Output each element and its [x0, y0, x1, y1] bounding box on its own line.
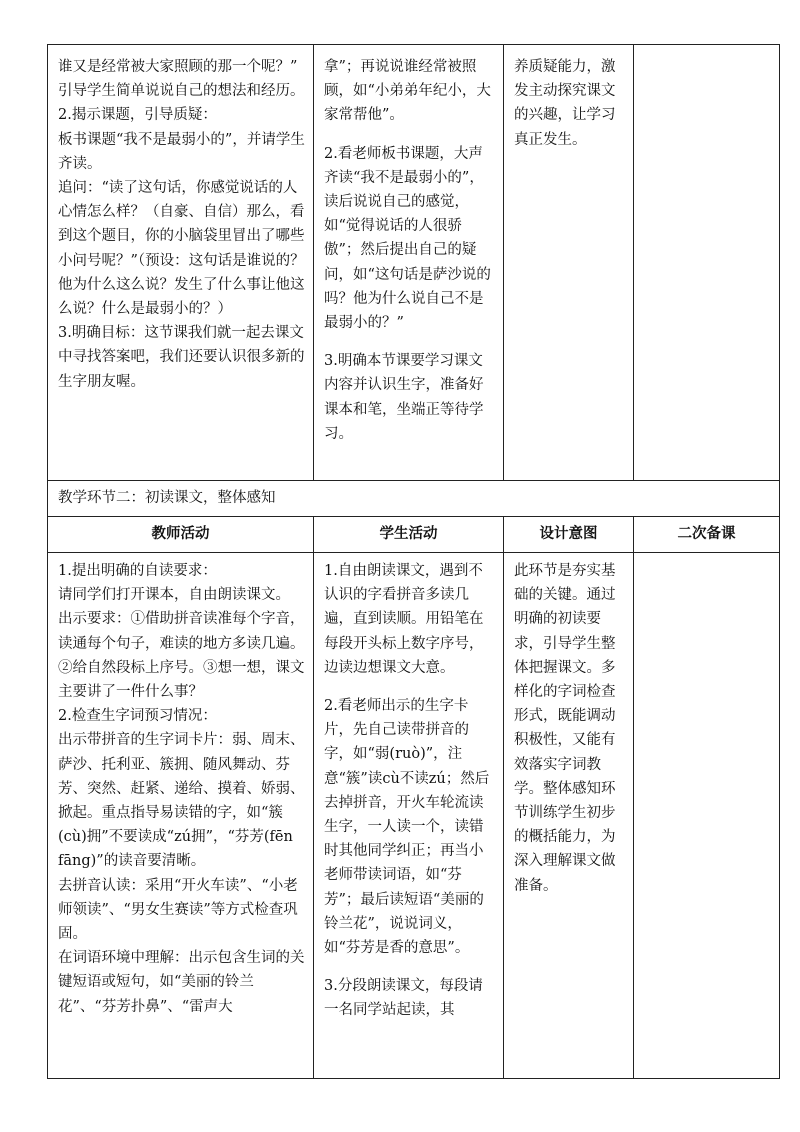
second-prep-cell	[634, 553, 780, 1079]
teacher-text: 2.检查生字词预习情况：	[58, 708, 217, 725]
header-design-intent: 设计意图	[504, 517, 634, 553]
header-student-activity: 学生活动	[314, 517, 504, 553]
activity-row	[48, 553, 780, 1079]
intent-text: 此环节是夯实基础的关键。通过明确的初读要求，引导学生整体把握课文。多样化的字词检查形式，既能调动积极性，又能有效落实字词教学。整体感知环节训练学生初步的概括能力，为深入理解课文做准备。	[514, 563, 616, 894]
header-second-prep: 二次备课	[634, 517, 780, 553]
student-text: 3.分段朗读课文，每段请一名同学站起读，其	[324, 978, 483, 1019]
student-text: 1.自由朗读课文，遇到不认识的字看拼音多读几遍，直到读顺。用铅笔在每段开头标上数字序号，边读边想课文大意。	[324, 563, 484, 676]
teacher-text: 请同学们打开课本，自由朗读课文。	[58, 587, 290, 604]
teacher-text: 出示带拼音的生字词卡片：弱、周末、萨沙、托利亚、簇拥、随风舞动、芬芳、突然、赶紧、递给、摸着、娇弱、掀起。重点指导易读错的字，如“簇(cù)拥”不要读成“zú拥”，“芬芳(fēn fāng)”的读音要清晰。	[58, 732, 305, 870]
teacher-text: 引导学生简单说说自己的想法和经历。	[58, 83, 305, 100]
header-row	[48, 517, 780, 553]
teacher-text: 板书课题“我不是最弱小的”，并请学生齐读。	[58, 131, 305, 172]
teacher-activity-cell	[48, 45, 314, 481]
section-row	[48, 481, 780, 517]
teacher-text: 3.明确目标：这节课我们就一起去课文中寻找答案吧，我们还要认识很多新的生字朋友喔。	[58, 325, 305, 390]
teacher-text: 出示要求：①借助拼音读准每个字音，读通每个句子，难读的地方多读几遍。②给自然段标上序号。③想一想，课文主要讲了一件什么事？	[58, 611, 305, 701]
teacher-activity-cell	[48, 553, 314, 1079]
second-prep-cell	[634, 45, 780, 481]
student-text: 3.明确本节课要学习课文内容并认识生字，准备好课本和笔，坐端正等待学习。	[324, 353, 484, 442]
student-activity-cell	[314, 553, 504, 1079]
teacher-text: 1.提出明确的自读要求：	[58, 563, 217, 579]
teacher-text: 谁又是经常被大家照顾的那一个呢？”	[58, 59, 298, 75]
teacher-text: 追问：“读了这句话，你感觉说话的人心情怎么样？（自豪、自信）那么，看到这个题目，你的小脑袋里冒出了哪些小问号呢？”（预设：这句话是谁说的？他为什么这么说？发生了什么事让他这么说？什么是最弱小的？）	[58, 180, 305, 318]
student-text: 2.看老师板书课题，大声齐读“我不是最弱小的”，读后说说自己的感觉，如“觉得说话的人很骄傲”；然后提出自己的疑问，如“这句话是萨沙说的吗？他为什么说自己不是最弱小的？”	[324, 145, 491, 332]
student-text: 2.看老师出示的生字卡片，先自己读带拼音的字，如“弱(ruò)”，注意“簇”读cù不读zú；然后去掉拼音，开火车轮流读生字，一人读一个，读错时其他同学纠正；再当小老师带读词语，如“芬芳”；最后读短语“美丽的铃兰花”，说说词义，如“芬芳是香的意思”。	[324, 698, 490, 957]
teacher-text: 2.揭示课题，引导质疑：	[58, 107, 217, 124]
section-title: 教学环节二：初读课文，整体感知	[48, 481, 780, 517]
continued-activity-row	[48, 45, 780, 481]
teacher-text: 在词语环境中理解：出示包含生词的关键短语或短句，如“美丽的铃兰花”、“芬芳扑鼻”、“雷声大	[58, 950, 305, 1015]
header-teacher-activity: 教师活动	[48, 517, 314, 553]
design-intent-cell	[504, 45, 634, 481]
teacher-text: 去拼音认读：采用“开火车读”、“小老师领读”、“男女生赛读”等方式检查巩固。	[58, 877, 298, 943]
student-text: 拿”；再说说谁经常被照顾，如“小弟弟年纪小，大家常帮他”。	[324, 59, 491, 124]
design-intent-cell	[504, 553, 634, 1079]
lesson-plan-table	[47, 44, 780, 1079]
intent-text: 养质疑能力，激发主动探究课文的兴趣，让学习真正发生。	[514, 59, 616, 148]
student-activity-cell	[314, 45, 504, 481]
